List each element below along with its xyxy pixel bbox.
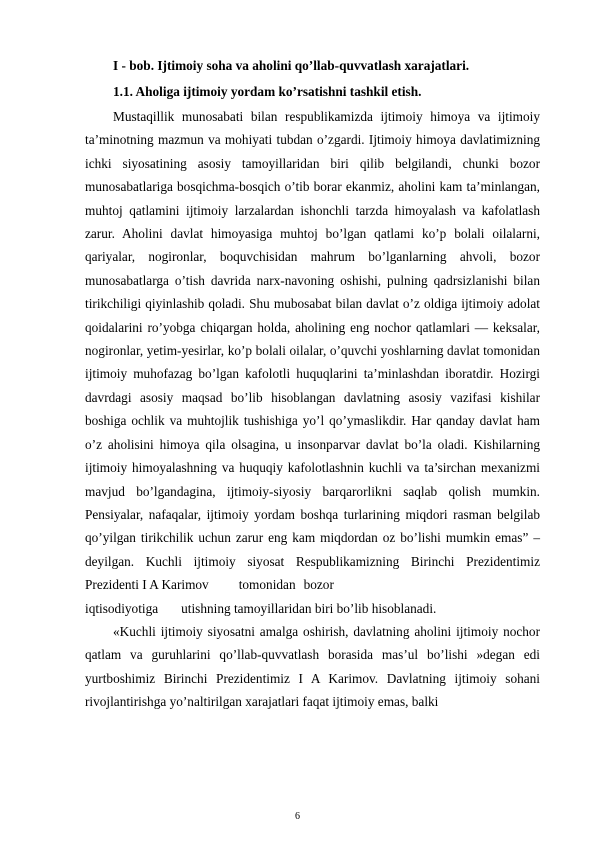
continuation-text-b: utishning tamoyillaridan biri bo’lib hisoblanadi. [181,600,437,616]
page-number: 6 [295,811,300,822]
paragraph-1-tail-b: bozor [303,577,334,593]
document-page [85,57,540,714]
continuation-text-a: iqtisodiyotiga [85,600,159,616]
paragraph-1-text: Mustaqillik munosabati bilan respublikamizda ijtimoiy himoya va ijtimoiy ta’minotning mazmun va mohiyati tubdan o’zgardi. Ijtimoiy himoya davlatimizning ichki siyosatining asosiy tamoyillaridan biri qilib belgilandi, chunki bozor munosabatlariga bosqichma-bosqich o’tib borar ekanmiz, aholini kam ta’minlangan, muhtoj qatlamini ijtimoiy larzalardan ishonchli tarzda himoyalash va kafolatlash zarur. Aholini davlat himoyasiga muhtoj bo’lgan qatlami ko’p bolali oilalarni, qariyalar, nogironlar, boquvchisidan mahrum bo’lganlarning ahvoli, bozor munosabatlarga o’tish davrida narx-navoning oshishi, pulning qadrsizlanishi bilan tirikchiligi qiyinlashib qoladi. Shu mubosabat bilan davlat o’z oldiga ijtimoiy adolat qoidalarini ro’yobga chiqargan holda, aholining eng nochor qatlamlari — keksalar, nogironlar, yetim-yesirlar, ko’p bolali oilalar, o’quvchi yoshlarning davlat tomonidan ijtimoiy muhofazag bo’lgan kafolotli huquqlarini ta’minlashdan iboratdir. Hozirgi davrdagi asosiy maqsad bo’lib hisoblangan davlatning asosiy vazifasi kishilar boshiga ochlik va muhtojlik tushishiga yo’l qo’ymaslikdir. Har qanday davlat ham o’z aholisini himoya qila olsagina, u insonparvar davlat bo’la oladi. Kishilarning ijtimoiy himoyalashning va huquqiy kafolotlashnin kuchli va ta’sirchan mexanizmi mavjud bo’lgandagina, ijtimoiy-siyosiy barqarorlikni saqlab qolish mumkin. Pensiyalar, nafaqalar, ijtimoiy yordam boshqa turlarining miqdori rasman belgilab qo’yilgan tirikchilik uchun zarur eng kam miqdordan oz bo’lishi mumkin emas” –deyilgan. Kuchli ijtimoiy siyosat Respublikamizning Birinchi Prezidentimiz Prezidenti I A Karimov [85,109,540,593]
chapter-heading: I - bob. Ijtimoiy soha va aholini qo’llab-quvvatlash xarajatlari. [113,58,470,73]
continuation-line [85,597,540,620]
section-heading: 1.1. Aholiga ijtimoiy yordam ko’rsatishni tashkil etish. [113,84,422,99]
body-paragraph-1 [85,105,540,597]
paragraph-1-tail-a: tomonidan [238,577,296,593]
body-paragraph-2: «Kuchli ijtimoiy siyosatni amalga oshirish, davlatning aholini ijtimoiy nochor qatlam va guruhlarini qo’llab-quvvatlash borasida mas’ul bo’lishi »degan edi yurtboshimiz Birinchi Prezidentimiz I A Karimov. Davlatning ijtimoiy sohani rivojlantirishga yo’naltirilgan xarajatlari faqat ijtimoiy emas, balki [85,623,540,710]
